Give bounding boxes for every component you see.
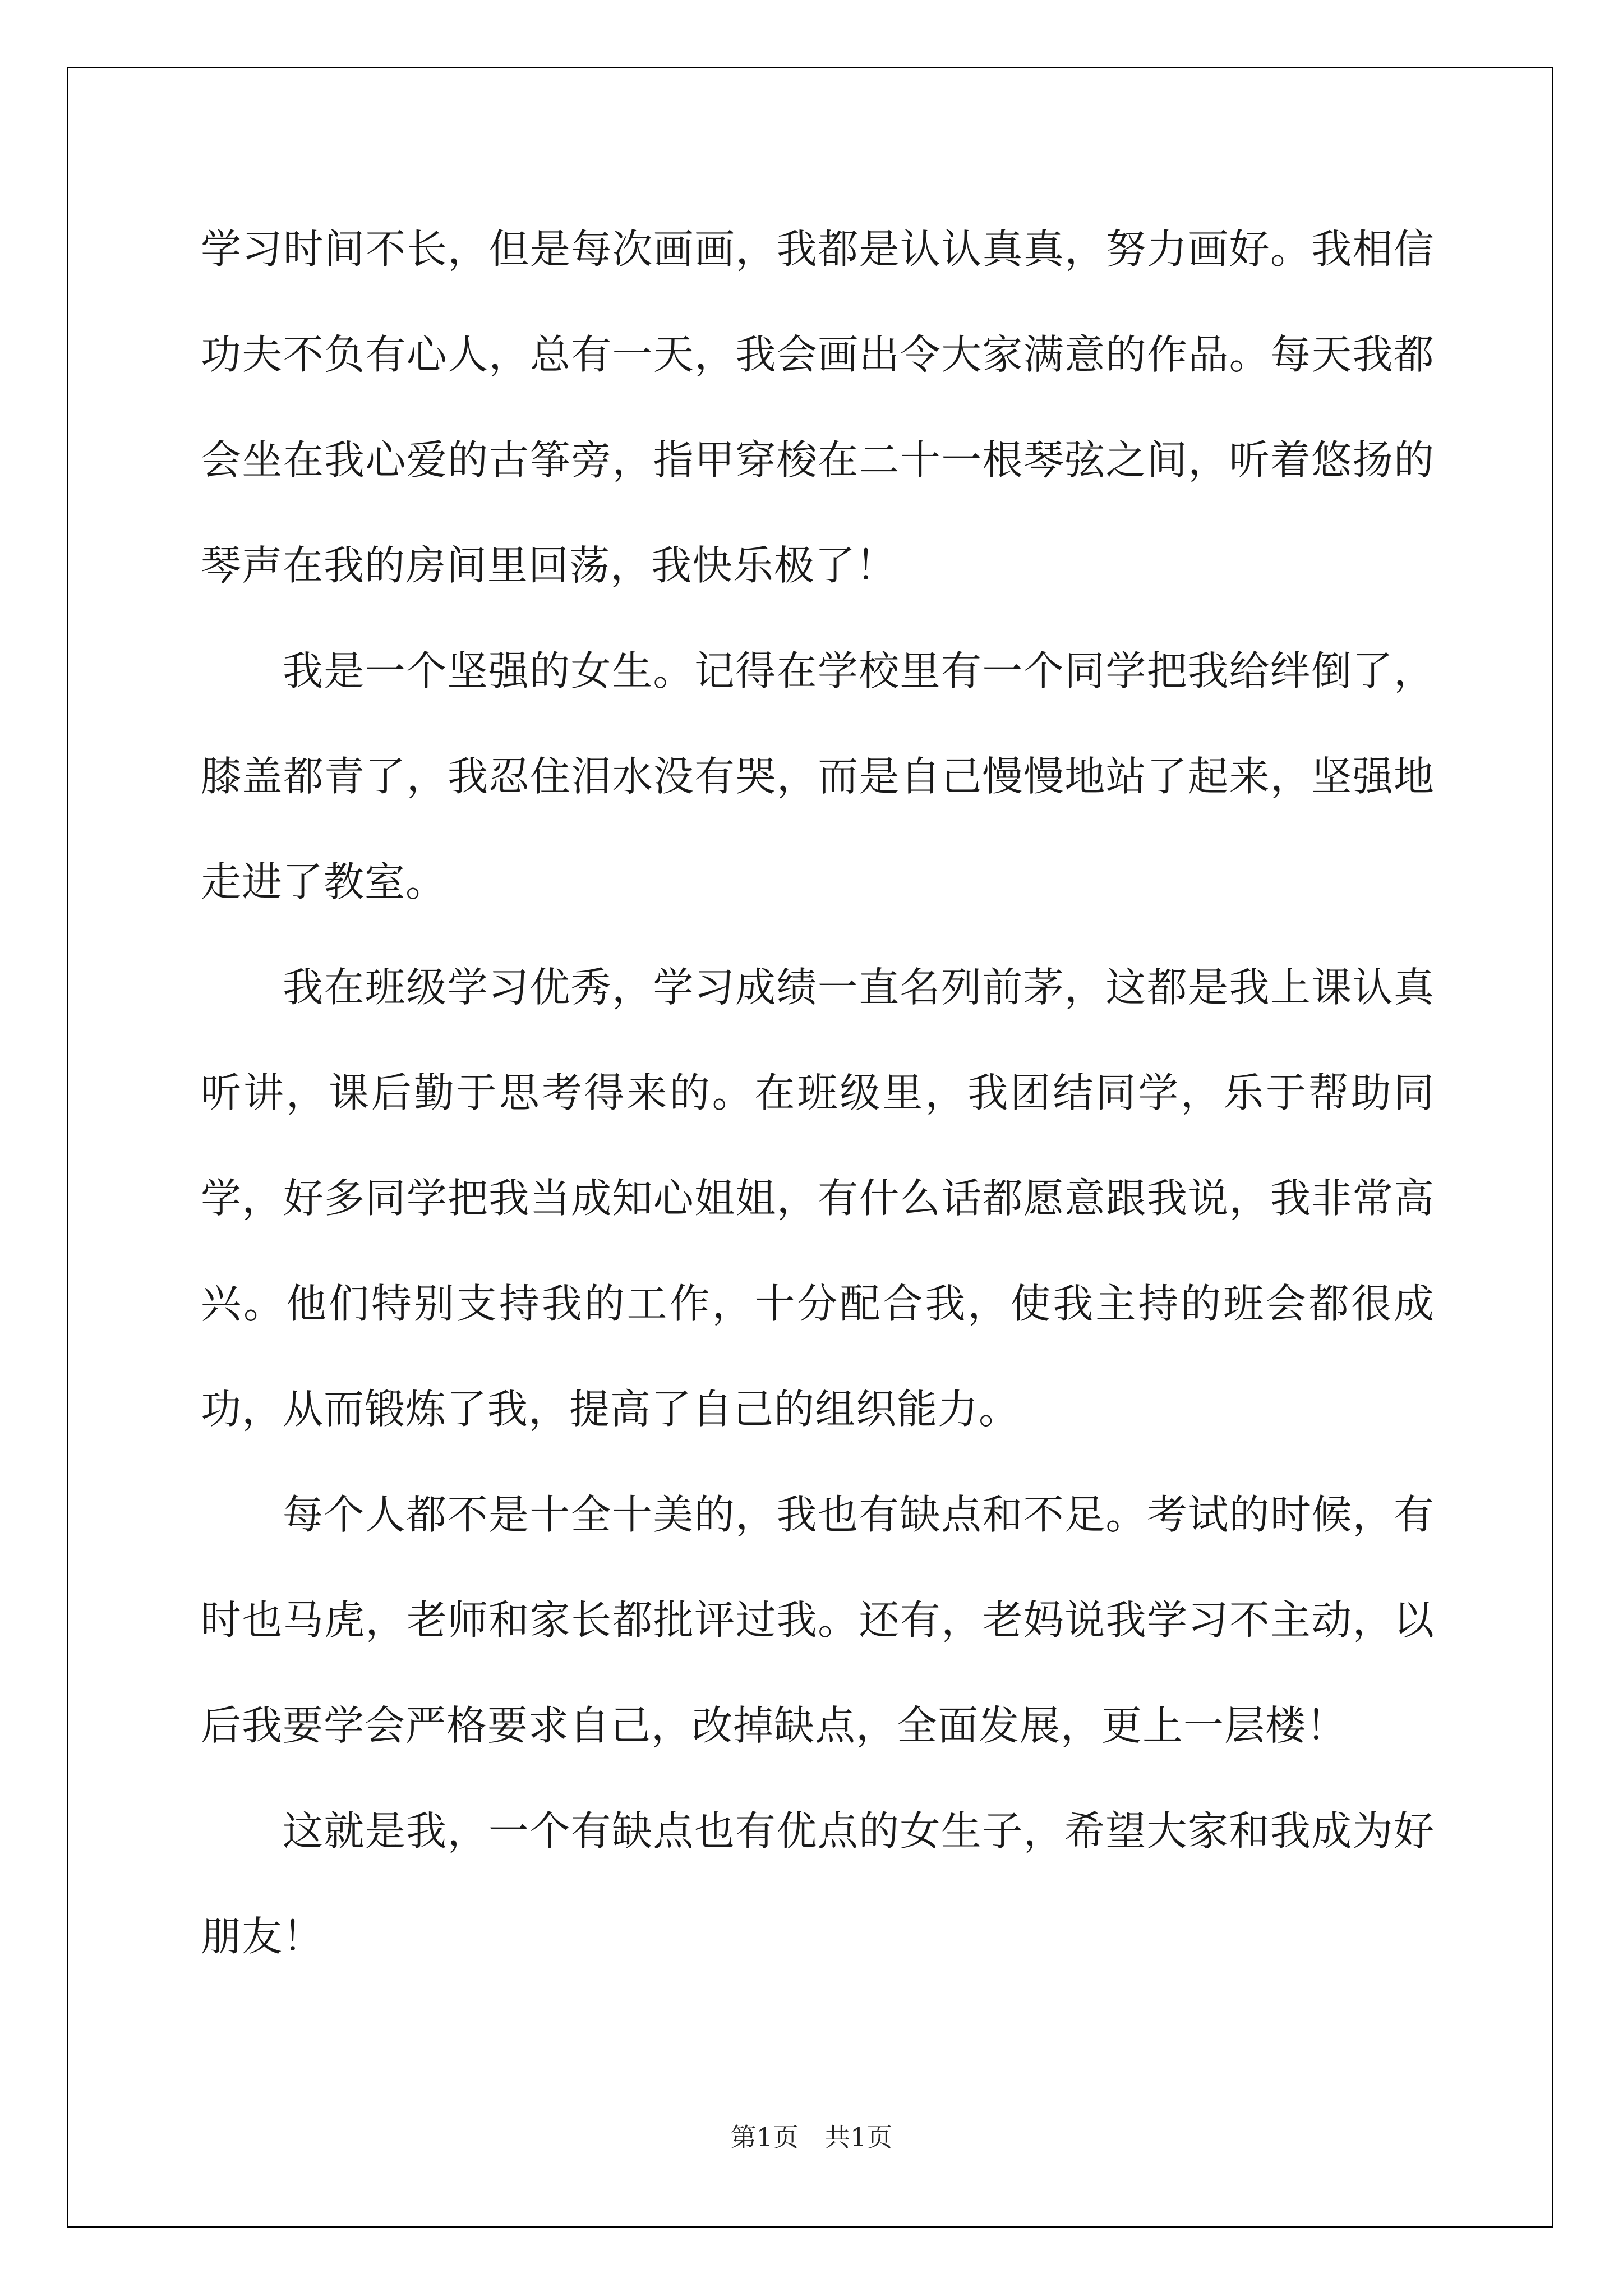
document-body [201, 196, 1435, 1989]
paragraph-5: 这就是我，一个有缺点也有优点的女生子，希望大家和我成为好朋友！ [201, 1807, 1435, 1960]
paragraph-3: 我在班级学习优秀，学习成绩一直名列前茅，这都是我上课认真听讲，课后勤于思考得来的。在班级里，我团结同学，乐于帮助同学，好多同学把我当成知心姐姐，有什么话都愿意跟我说，我非常高兴。他们特别支持我的工作，十分配合我，使我主持的班会都很成功，从而锻炼了我，提高了自己的组织能力。 [201, 964, 1435, 1433]
page-footer: 第1页 共1页 [730, 2122, 893, 2152]
paragraph-2: 我是一个坚强的女生。记得在学校里有一个同学把我给绊倒了，膝盖都青了，我忍住泪水没有哭，而是自己慢慢地站了起来，坚强地走进了教室。 [201, 647, 1435, 905]
paragraph-4: 每个人都不是十全十美的，我也有缺点和不足。考试的时候，有时也马虎，老师和家长都批评过我。还有，老妈说我学习不主动，以后我要学会严格要求自己，改掉缺点，全面发展，更上一层楼！ [201, 1491, 1435, 1749]
paragraph-1: 学习时间不长，但是每次画画，我都是认认真真，努力画好。我相信功夫不负有心人，总有一天，我会画出令大家满意的作品。每天我都会坐在我心爱的古筝旁，指甲穿梭在二十一根琴弦之间，听着悠扬的琴声在我的房间里回荡，我快乐极了！ [201, 226, 1435, 589]
